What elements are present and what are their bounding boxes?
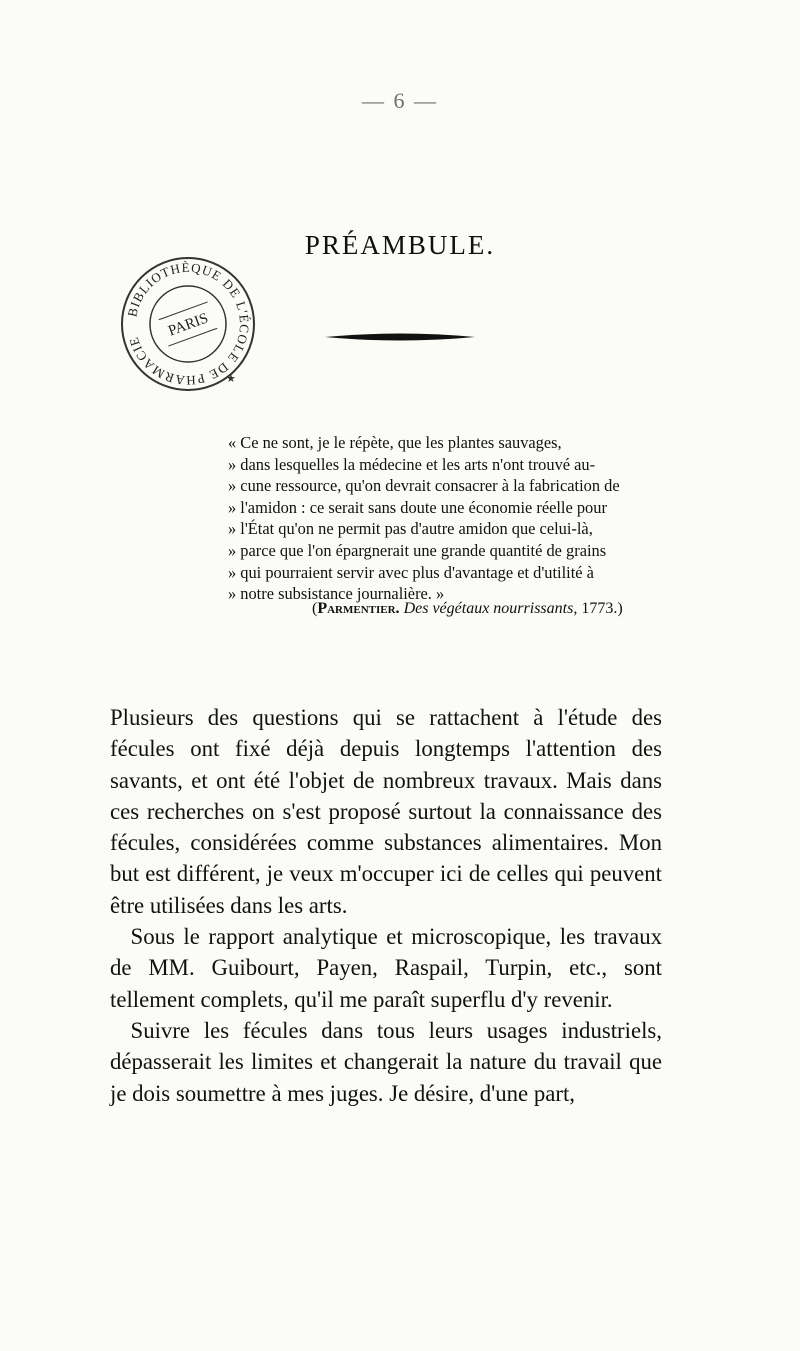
epigraph-line: » notre subsistance journalière. » [228, 584, 445, 604]
title-divider [325, 330, 475, 344]
epigraph-line: » parce que l'on épargnerait une grande quantité de grains [228, 540, 607, 560]
page-title: PRÉAMBULE. [304, 230, 496, 260]
library-stamp [118, 254, 258, 394]
epigraph-line: » l'amidon : ce serait sans doute une économie réelle pour [228, 497, 607, 517]
attribution-author: Parmentier. [317, 600, 400, 617]
svg-text:PARIS: PARIS [166, 310, 211, 340]
epigraph-attribution [312, 600, 662, 618]
epigraph-line: » l'État qu'on ne permit pas d'autre amidon que celui-là, [228, 519, 593, 539]
stamp-seal-icon [118, 254, 258, 394]
body-paragraph: Sous le rapport analytique et microscopique, les travaux de MM. Guibourt, Payen, Raspail, Turpin, etc., sont tellement complets, qu'il me paraît superflu d'y revenir. [110, 924, 662, 1012]
svg-text:★: ★ [226, 373, 236, 385]
body-text [110, 702, 662, 1109]
epigraph-line: » cune ressource, qu'on devrait consacrer à la fabrication de [228, 476, 620, 496]
epigraph-line: » qui pourraient servir avec plus d'avantage et d'utilité à [228, 562, 594, 582]
body-paragraph: Suivre les fécules dans tous leurs usages industriels, dépasserait les limites et changerait la nature du travail que je dois soumettre à mes juges. Je désire, d'une part, [110, 1017, 662, 1106]
body-paragraph: Plusieurs des questions qui se rattachent à l'étude des fécules ont fixé déjà depuis longtemps l'attention des savants, et ont été l'objet de nombreux travaux. Mais dans ces recherches on s'est proposé surtout la connaissance des fécules, considérées comme substances alimentaires. Mon but est différent, je veux m'occuper ici de celles qui peuvent être utilisées dans les arts. [110, 705, 662, 918]
epigraph-line: » dans lesquelles la médecine et les arts n'ont trouvé au- [228, 454, 596, 474]
svg-text:BIBLIOTHÈQUE DE L'ÉCOLE DE PHA: BIBLIOTHÈQUE DE L'ÉCOLE DE PHARMACIE [124, 259, 253, 389]
attribution-open: ( [312, 600, 318, 617]
page-number: — 6 — [362, 88, 438, 113]
attribution-work: Des végétaux nourrissants, [403, 600, 578, 617]
epigraph [228, 432, 663, 605]
epigraph-line: « Ce ne sont, je le répète, que les plantes sauvages, [228, 433, 562, 452]
attribution-year: 1773.) [581, 600, 623, 617]
